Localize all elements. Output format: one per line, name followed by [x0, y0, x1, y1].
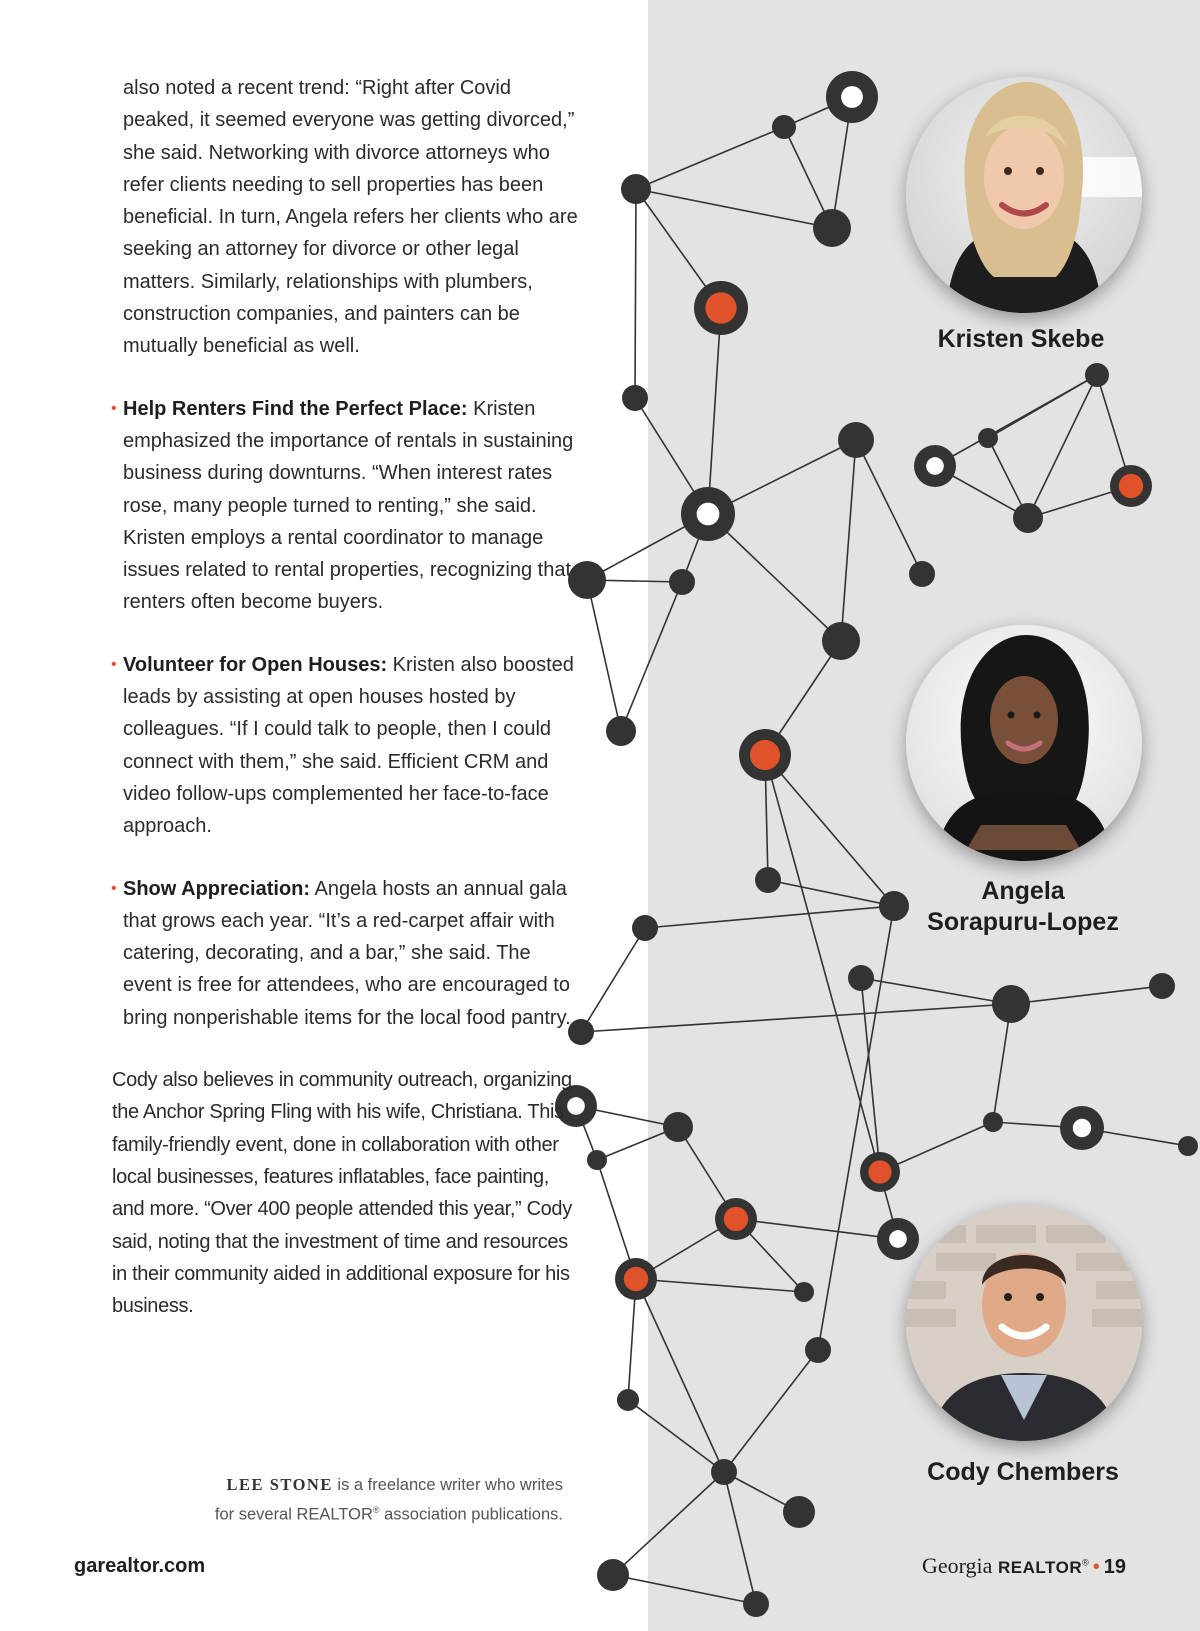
network-node [794, 1282, 814, 1302]
footer-separator: • [1092, 1556, 1100, 1578]
network-edge [635, 189, 636, 398]
bullet-lead: Help Renters Find the Perfect Place: [123, 397, 468, 420]
network-node [632, 915, 658, 941]
byline-line2-post: association publications. [379, 1505, 563, 1524]
network-node-hole [841, 86, 863, 108]
registered-mark: ® [1082, 1557, 1089, 1568]
byline-author: LEE STONE [226, 1475, 333, 1494]
network-node-hole [1073, 1119, 1091, 1137]
avatar-cody-chembers [906, 1205, 1142, 1441]
bullet-item-appreciation [111, 873, 582, 1034]
network-edge [613, 1472, 724, 1575]
network-edge [636, 127, 784, 189]
network-node-accent [705, 292, 736, 323]
network-node [663, 1112, 693, 1142]
network-node [755, 867, 781, 893]
bullet-lead: Show Appreciation: [123, 877, 311, 900]
bullet-dot: • [111, 399, 117, 417]
network-edge [636, 1279, 804, 1292]
network-edge [613, 1575, 756, 1604]
network-node [983, 1112, 1003, 1132]
network-edge [736, 1219, 898, 1239]
network-node-accent [624, 1267, 648, 1291]
network-node [1085, 363, 1109, 387]
author-byline [150, 1472, 563, 1528]
name-line2: Sorapuru-Lopez [927, 908, 1119, 936]
network-node [587, 1150, 607, 1170]
network-edge [587, 580, 621, 731]
name-kristen-skebe: Kristen Skebe [937, 325, 1105, 353]
byline-line1: is a freelance writer who writes [332, 1476, 563, 1494]
network-node [1013, 503, 1043, 533]
network-node [622, 385, 648, 411]
network-edge [841, 440, 856, 641]
byline-line2-pre: for several REALTOR [214, 1505, 373, 1524]
network-edge [724, 1350, 818, 1472]
registered-mark: ® [372, 1505, 380, 1515]
page-number: 19 [1103, 1556, 1126, 1578]
network-node [838, 422, 874, 458]
article-body [112, 72, 582, 1348]
network-edge [724, 1472, 756, 1604]
network-edge [621, 582, 682, 731]
bullet-lead: Volunteer for Open Houses: [123, 653, 388, 676]
network-node [772, 115, 796, 139]
network-edge [708, 514, 841, 641]
network-node [743, 1591, 769, 1617]
network-node-accent [724, 1207, 748, 1231]
network-edge [581, 928, 645, 1032]
network-node [909, 561, 935, 587]
network-node [813, 209, 851, 247]
publication-name: Georgia [921, 1553, 993, 1578]
network-node-accent [750, 740, 780, 770]
bullet-text: Kristen emphasized the importance of rentals in sustaining business during downturns. “When interest rates rose, many people turned to renting,” she said. Kristen employs a rental coordinator to manage issues related to rental properties, recognizing that renters often become buyers. [123, 397, 574, 614]
avatar-angela-sorapuru-lopez [906, 625, 1142, 861]
network-node [822, 622, 860, 660]
network-edge [1028, 375, 1097, 518]
network-edge [861, 978, 1011, 1004]
network-edge [628, 1400, 724, 1472]
publication-name-strong: REALTOR [998, 1558, 1083, 1577]
network-node-hole [889, 1230, 907, 1248]
network-node-hole [697, 503, 720, 526]
network-node [621, 174, 651, 204]
network-edge [935, 375, 1097, 466]
network-edge [645, 906, 894, 928]
name-cody-chembers: Cody Chembers [927, 1458, 1119, 1486]
network-node [992, 985, 1030, 1023]
network-node-accent [868, 1160, 891, 1183]
network-edge [856, 440, 922, 574]
network-node [606, 716, 636, 746]
network-edge [636, 1279, 724, 1472]
network-edge [581, 1004, 1011, 1032]
article-paragraph-continued: also noted a recent trend: “Right after Covid peaked, it seemed everyone was getting divorced,” she said. Networking with divorce attorneys who refer clients needing to sell properties has been beneficial. In turn, Angela refers her clients who are seeking an attorney for divorce or other legal matters. Similarly, relationships with plumbers, construction companies, and painters can be mutually beneficial as well. [123, 77, 578, 358]
bullet-text: Angela hosts an annual gala that grows each year. “It’s a red-carpet affair with catering, decorating, and a bar,” she said. The event is free for attendees, who are encouraged to bring nonperishable items for the local food pantry. [123, 877, 571, 1029]
bullet-item-renters [111, 393, 582, 619]
avatar-kristen-skebe [906, 77, 1142, 313]
network-node [848, 965, 874, 991]
network-node [1149, 973, 1175, 999]
name-line1: Angela [981, 877, 1065, 905]
network-node [783, 1496, 815, 1528]
network-node [1178, 1136, 1198, 1156]
footer-publication [922, 1553, 1126, 1579]
article-paragraph-community: Cody also believes in community outreach, organizing the Anchor Spring Fling with his wife, Christiana. This family-friendly event, done in collaboration with other local businesses, features inflatables, face painting, and more. “Over 400 people attended this year,” Cody said, noting that the investment of time and resources in their community aided in additional exposure for his business. [112, 1069, 572, 1318]
network-node [805, 1337, 831, 1363]
network-node [597, 1559, 629, 1591]
network-node [978, 428, 998, 448]
network-node [617, 1389, 639, 1411]
network-node-hole [926, 457, 944, 475]
bullet-dot: • [111, 879, 117, 897]
footer-website: garealtor.com [74, 1555, 206, 1577]
bullet-text: Kristen also boosted leads by assisting at open houses hosted by colleagues. “If I could talk to people, then I could connect with them,” she said. Efficient CRM and video follow-ups complemented her face-to-face approach. [123, 653, 574, 838]
network-edge [1011, 986, 1162, 1004]
name-angela-sorapuru-lopez [873, 876, 1173, 938]
bullet-dot: • [111, 655, 117, 673]
network-edge [636, 189, 832, 228]
network-node [711, 1459, 737, 1485]
bullet-item-open-houses [111, 649, 582, 843]
network-node-accent [1119, 474, 1143, 498]
network-node [669, 569, 695, 595]
network-edge [708, 308, 721, 514]
